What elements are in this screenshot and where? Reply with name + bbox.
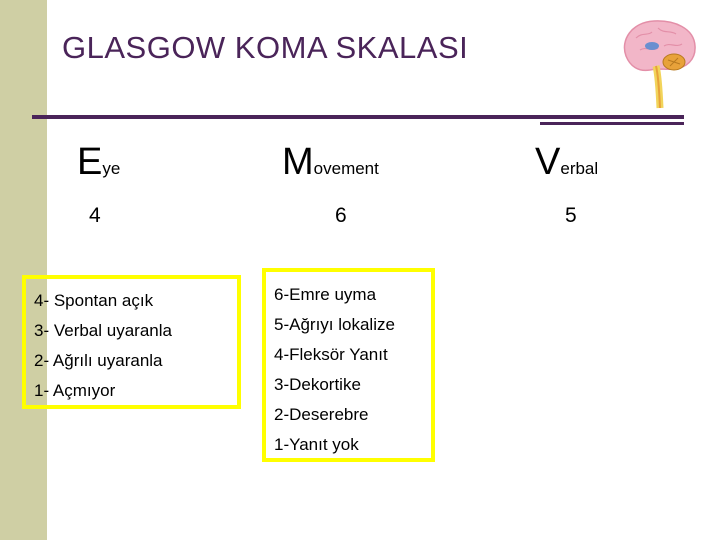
- eye-heading-initial: E: [77, 141, 103, 183]
- header-rule: [32, 115, 684, 119]
- list-item: 1- Açmıyor: [34, 381, 116, 400]
- movement-criteria-box: [262, 268, 435, 462]
- side-accent-bar: [0, 0, 47, 540]
- eye-heading-rest: ye: [102, 159, 121, 178]
- movement-score: 6: [335, 204, 347, 227]
- list-item: 2-Deserebre: [274, 405, 369, 424]
- movement-heading-rest: ovement: [313, 159, 379, 178]
- list-item: 4-Fleksör Yanıt: [274, 345, 388, 364]
- eye-criteria-list: [34, 286, 237, 406]
- header-rule-accent: [540, 122, 684, 125]
- list-item: 5-Ağrıyı lokalize: [274, 315, 395, 334]
- list-item: 6-Emre uyma: [274, 285, 377, 304]
- verbal-heading-initial: V: [535, 141, 561, 183]
- list-item: 1-Yanıt yok: [274, 435, 359, 454]
- verbal-heading-rest: erbal: [560, 159, 599, 178]
- list-item: 3- Verbal uyaranla: [34, 321, 172, 340]
- slide-title: GLASGOW KOMA SKALASI: [62, 30, 469, 65]
- list-item: 3-Dekortike: [274, 375, 361, 394]
- verbal-heading: [535, 140, 598, 191]
- movement-heading-initial: M: [282, 141, 314, 183]
- movement-criteria-list: [274, 280, 431, 460]
- verbal-score: 5: [565, 204, 577, 227]
- eye-criteria-box: [22, 275, 241, 409]
- list-item: 2- Ağrılı uyaranla: [34, 351, 163, 370]
- list-item: 4- Spontan açık: [34, 291, 154, 310]
- eye-score: 4: [89, 204, 101, 227]
- brain-anatomy-icon: [618, 16, 700, 112]
- movement-heading: [282, 140, 379, 191]
- eye-heading: [77, 140, 120, 191]
